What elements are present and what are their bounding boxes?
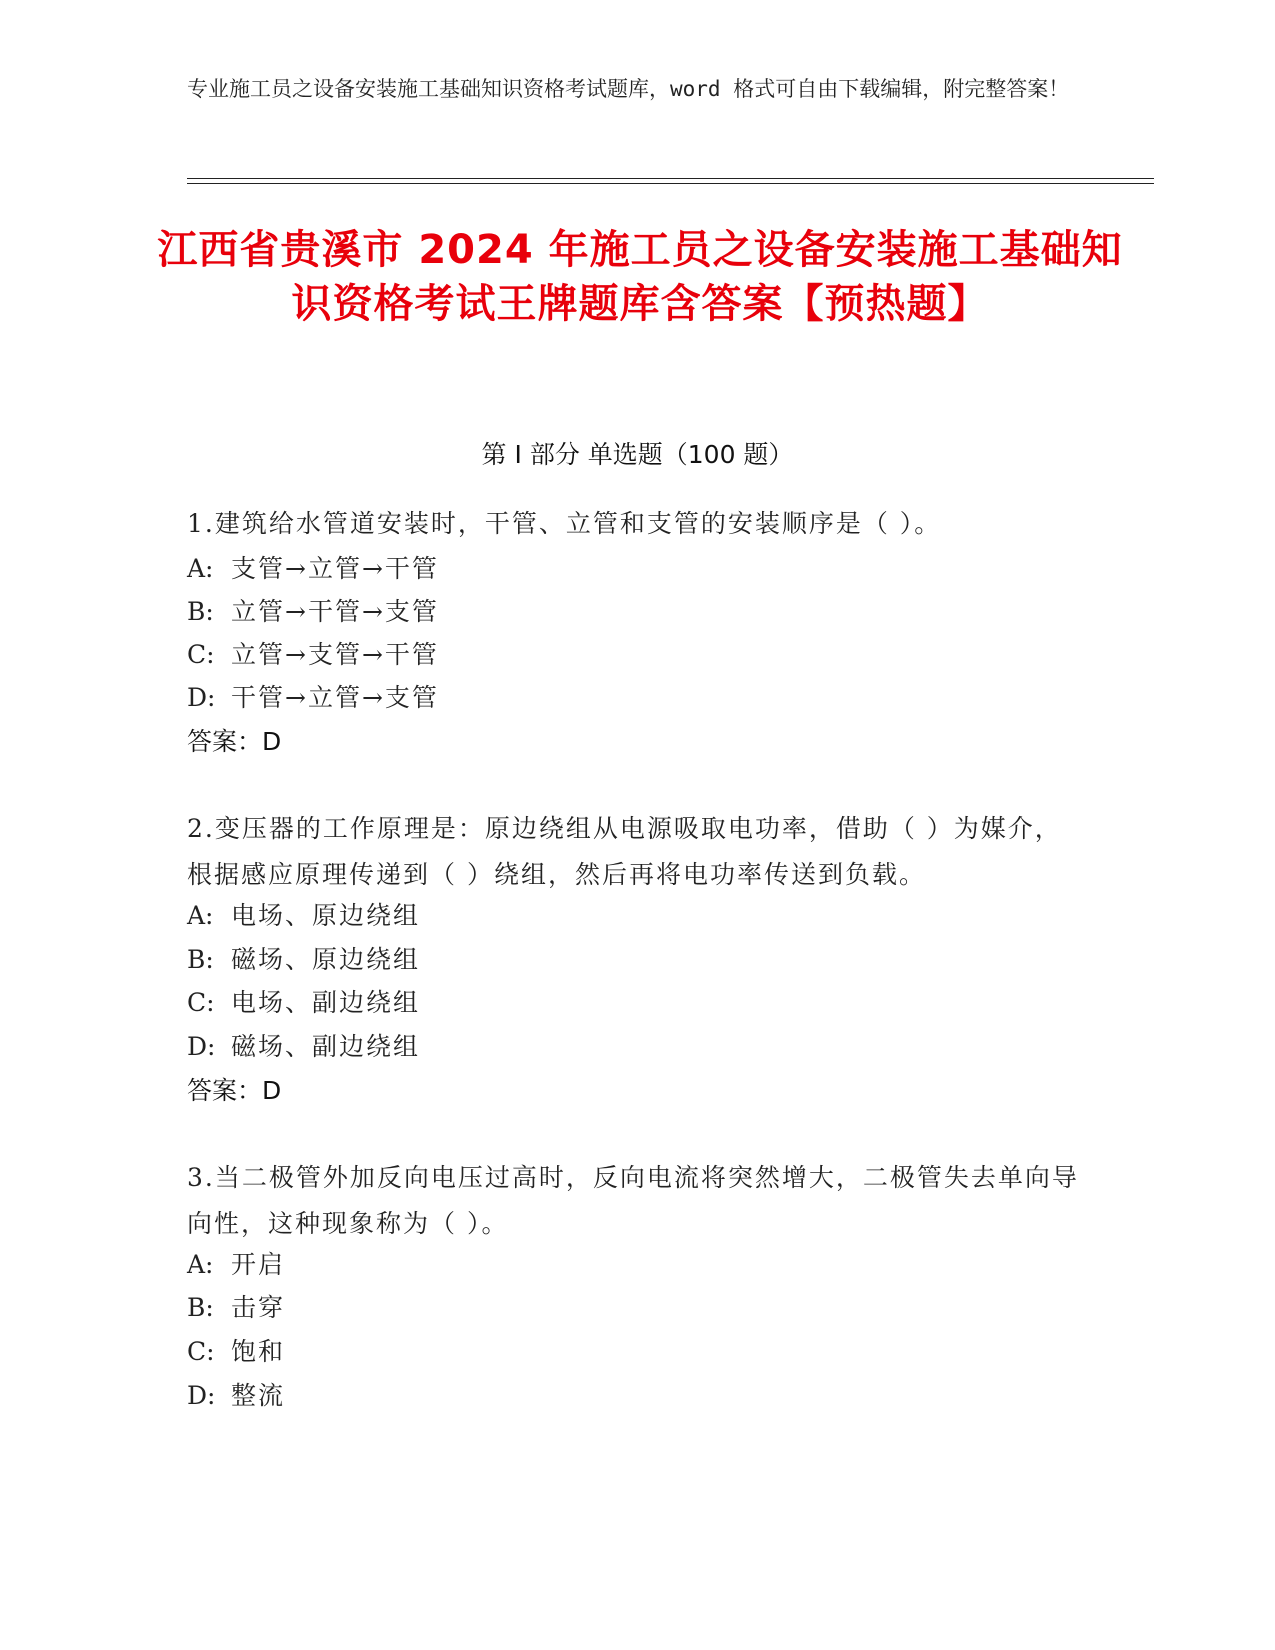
question-2-text: 2.变压器的工作原理是：原边绕组从电源吸取电功率，借助（ ）为媒介，根据感应原理传递到（ ）绕组，然后再将电功率传送到负载。 [187, 814, 1062, 889]
question-2-answer: 答案：D [187, 1076, 282, 1105]
option-text: 电场、原边绕组 [231, 901, 421, 930]
option-key: D: [187, 1381, 216, 1410]
question-1-option-c [187, 637, 1087, 673]
option-text: 磁场、副边绕组 [231, 1032, 421, 1061]
question-2-option-b [187, 942, 1087, 978]
option-key: D: [187, 1032, 216, 1061]
option-text: 击穿 [231, 1293, 286, 1322]
question-1-answer: 答案：D [187, 727, 282, 756]
option-key: B: [187, 945, 214, 974]
question-1-option-b [187, 594, 1087, 630]
header-divider-bottom [187, 183, 1154, 184]
option-key: B: [187, 1293, 214, 1322]
option-key: A: [187, 1250, 214, 1279]
question-3-option-b [187, 1290, 1087, 1326]
header-divider-top [187, 178, 1154, 179]
question-3-option-d [187, 1378, 1087, 1414]
option-text: 磁场、原边绕组 [231, 945, 421, 974]
option-text: 立管→支管→干管 [231, 640, 439, 669]
header-note: 专业施工员之设备安装施工基础知识资格考试题库，word 格式可自由下载编辑，附完整答案！ [187, 77, 1070, 101]
question-1-option-d [187, 680, 1087, 716]
option-key: D: [187, 683, 216, 712]
option-key: C: [187, 640, 215, 669]
option-text: 开启 [231, 1250, 286, 1279]
option-text: 干管→立管→支管 [231, 683, 439, 712]
question-1-option-a [187, 551, 1087, 587]
option-text: 立管→干管→支管 [231, 597, 439, 626]
option-text: 整流 [231, 1381, 286, 1410]
question-2-option-c [187, 985, 1087, 1021]
question-3-option-a [187, 1247, 1087, 1283]
document-title: 江西省贵溪市 2024 年施工员之设备安装施工基础知识资格考试王牌题库含答案【预热题】 [157, 227, 1123, 327]
question-2-option-d [187, 1029, 1087, 1065]
option-key: C: [187, 1337, 215, 1366]
question-3-option-c [187, 1334, 1087, 1370]
option-text: 支管→立管→干管 [231, 554, 439, 583]
option-key: A: [187, 554, 214, 583]
option-text: 饱和 [231, 1337, 286, 1366]
question-3-text: 3.当二极管外加反向电压过高时，反向电流将突然增大，二极管失去单向导向性，这种现象称为（ ）。 [187, 1163, 1079, 1238]
option-key: B: [187, 597, 214, 626]
option-key: A: [187, 901, 214, 930]
question-2-option-a [187, 898, 1087, 934]
option-key: C: [187, 988, 215, 1017]
option-text: 电场、副边绕组 [231, 988, 421, 1017]
question-1-text: 1.建筑给水管道安装时，干管、立管和支管的安装顺序是（ ）。 [187, 509, 942, 538]
section-heading: 第 I 部分 单选题（100 题） [481, 440, 794, 469]
